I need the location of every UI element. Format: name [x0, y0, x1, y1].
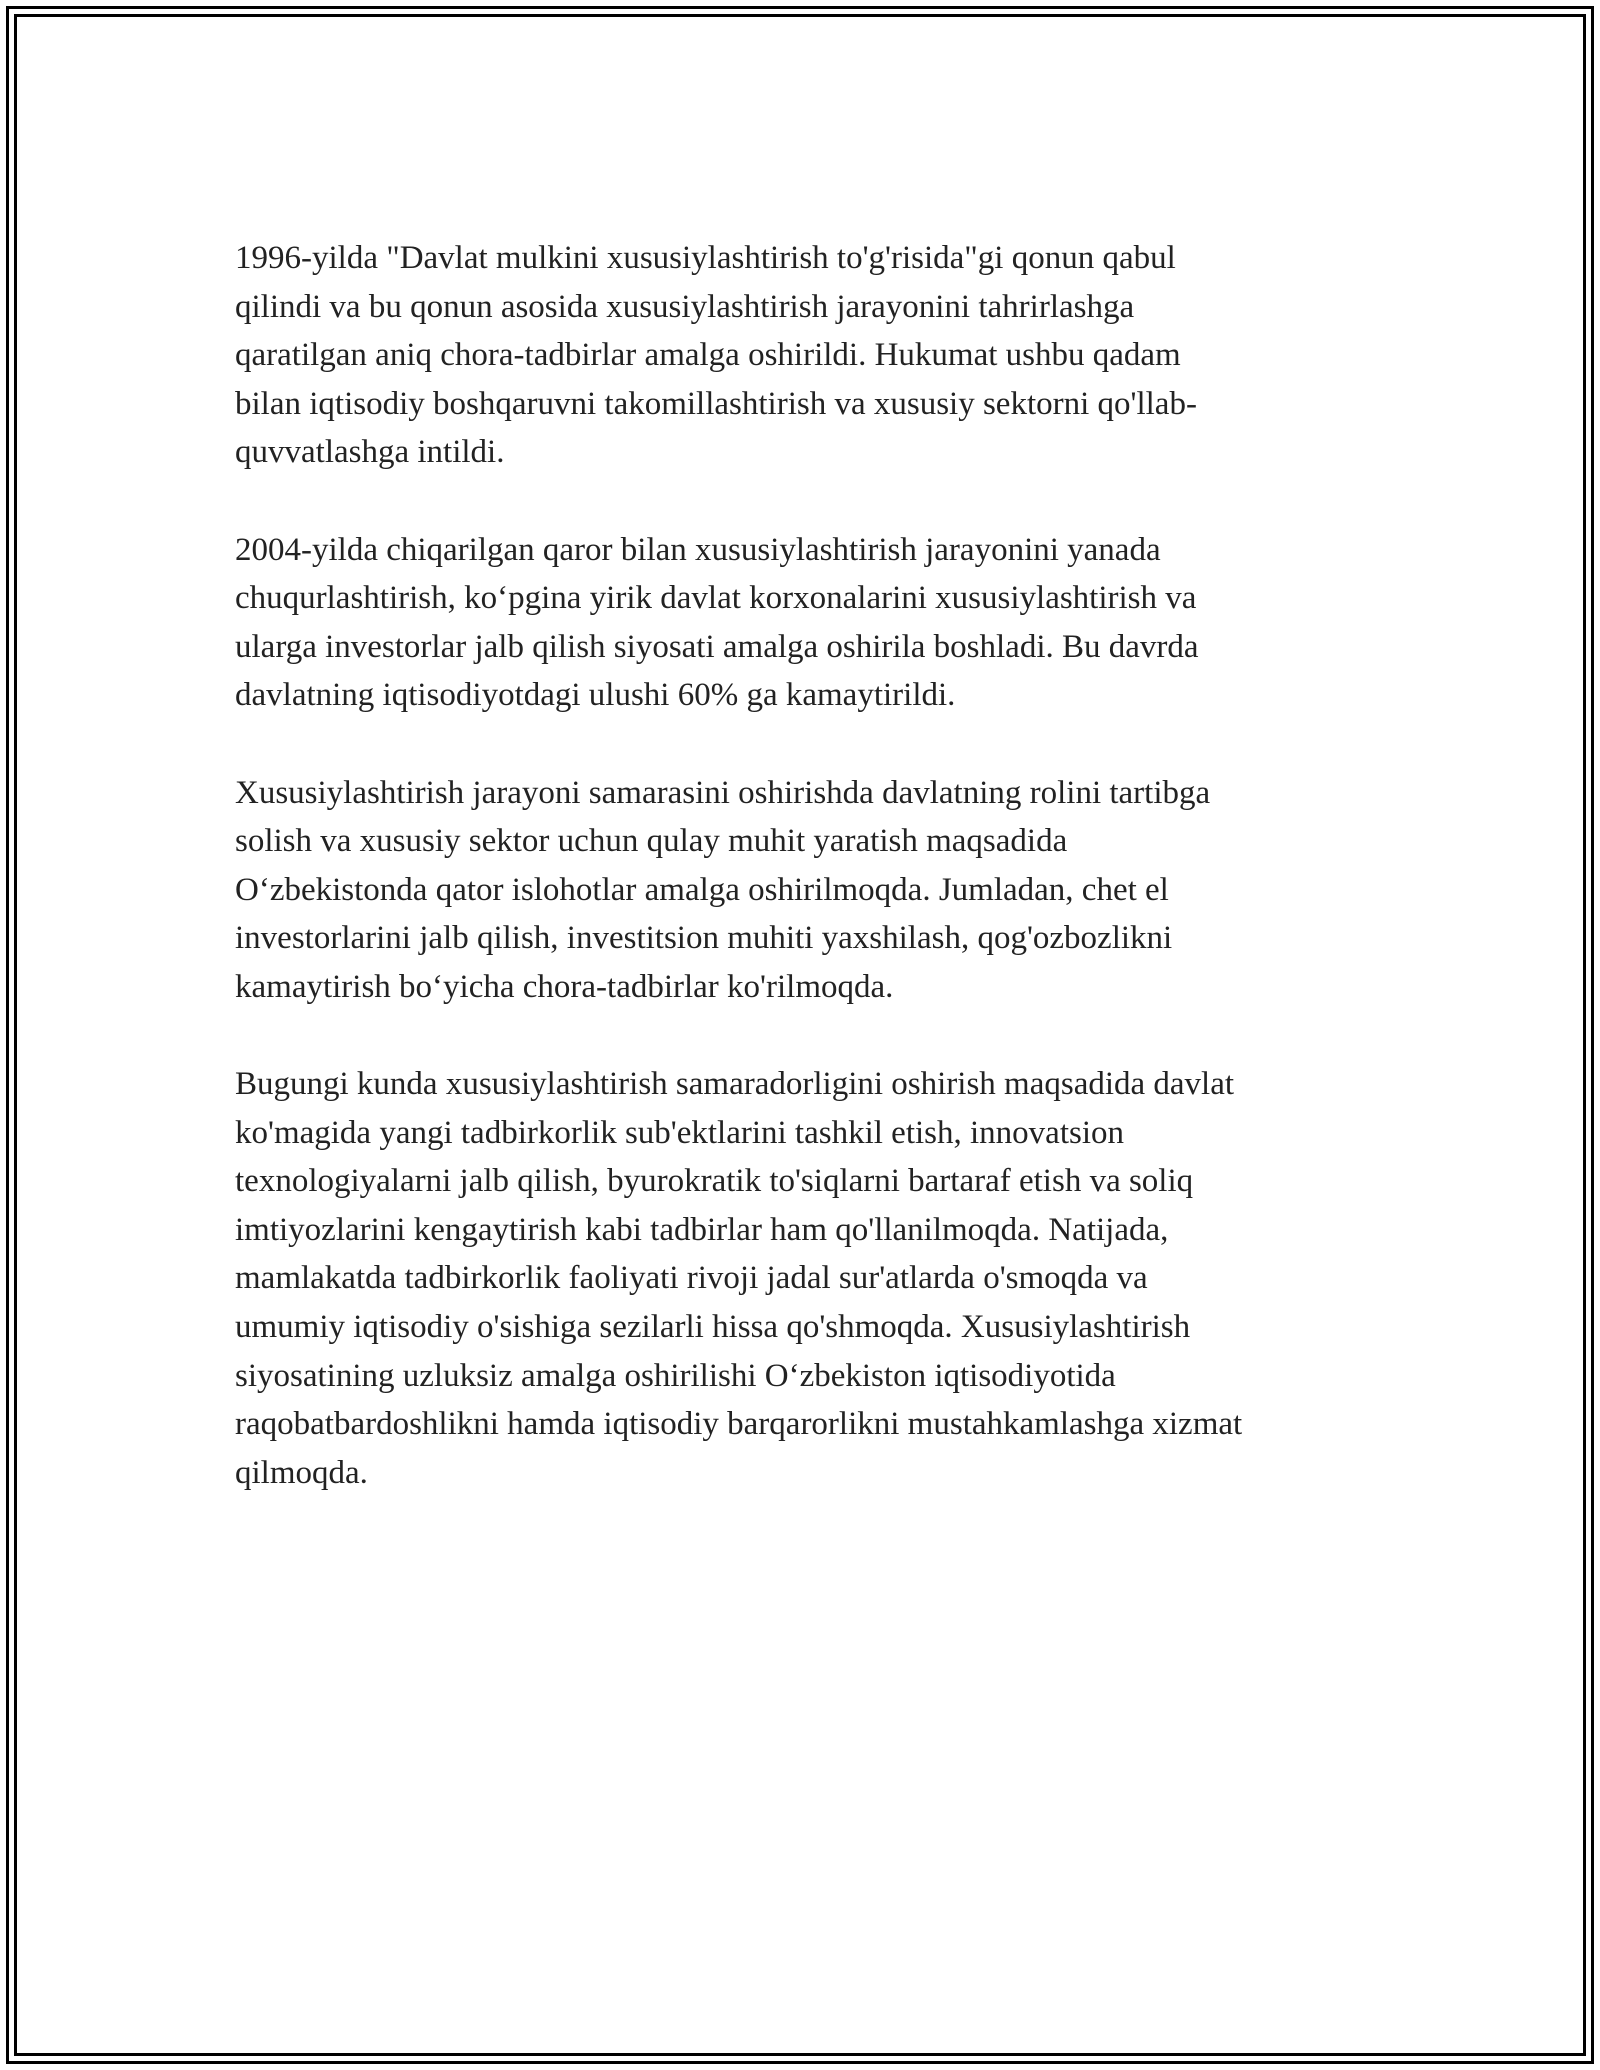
text-line: 1996-yilda "Davlat mulkini xususiylashtirish to'g'risida"gi qonun qabul	[235, 240, 1176, 276]
text-line: umumiy iqtisodiy o'sishiga sezilarli hissa qo'shmoqda. Xususiylashtirish	[235, 1309, 1191, 1346]
text-line: qaratilgan aniq chora-tadbirlar amalga oshirildi. Hukumat ushbu qadam	[235, 337, 1181, 374]
text-line: solish va xususiy sektor uchun qulay muhit yaratish maqsadida	[235, 823, 1068, 860]
text-line: Bugungi kunda xususiylashtirish samaradorligini oshirish maqsadida davlat	[235, 1066, 1235, 1103]
text-line: davlatning iqtisodiyotdagi ulushi 60% ga kamaytirildi.	[235, 677, 956, 714]
text-line: imtiyozlarini kengaytirish kabi tadbirlar ham qo'llanilmoqda. Natijada,	[235, 1211, 1169, 1248]
text-line: Xususiylashtirish jarayoni samarasini oshirishda davlatning rolini tartibga	[235, 774, 1211, 811]
text-line: kamaytirish bo‘yicha chora-tadbirlar ko'rilmoqda.	[235, 968, 894, 1005]
text-line: ko'magida yangi tadbirkorlik sub'ektlarini tashkil etish, innovatsion	[235, 1114, 1125, 1151]
text-line: mamlakatda tadbirkorlik faoliyati rivoji jadal sur'atlarda o'smoqda va	[235, 1260, 1148, 1297]
paragraph-2004-decree	[235, 526, 1375, 720]
text-line: qilindi va bu qonun asosida xususiylashtirish jarayonini tahrirlashga	[235, 288, 1135, 325]
text-line: texnologiyalarni jalb qilish, byurokratik to'siqlarni bartaraf etish va soliq	[235, 1163, 1194, 1200]
text-line: raqobatbardoshlikni hamda iqtisodiy barqarorlikni mustahkamlashga xizmat	[235, 1406, 1243, 1443]
document-body	[235, 234, 1375, 1546]
text-line: chuqurlashtirish, ko‘pgina yirik davlat korxonalarini xususiylashtirish va	[235, 580, 1197, 617]
text-line: siyosatining uzluksiz amalga oshirilishi O‘zbekiston iqtisodiyotida	[235, 1357, 1116, 1394]
text-line: 2004-yilda chiqarilgan qaror bilan xususiylashtirish jarayonini yanada	[235, 531, 1161, 568]
text-line: bilan iqtisodiy boshqaruvni takomillashtirish va xususiy sektorni qo'llab-	[235, 385, 1197, 422]
text-line: quvvatlashga intildi.	[235, 434, 505, 471]
text-line: O‘zbekistonda qator islohotlar amalga oshirilmoqda. Jumladan, chet el	[235, 871, 1169, 908]
paragraph-current-measures	[235, 1060, 1375, 1497]
text-line: ularga investorlar jalb qilish siyosati amalga oshirila boshladi. Bu davrda	[235, 628, 1199, 665]
paragraph-1996-law	[235, 234, 1375, 477]
text-line: qilmoqda.	[235, 1454, 368, 1491]
paragraph-reforms	[235, 769, 1375, 1012]
text-line: investorlarini jalb qilish, investitsion muhiti yaxshilash, qog'ozbozlikni	[235, 920, 1173, 957]
